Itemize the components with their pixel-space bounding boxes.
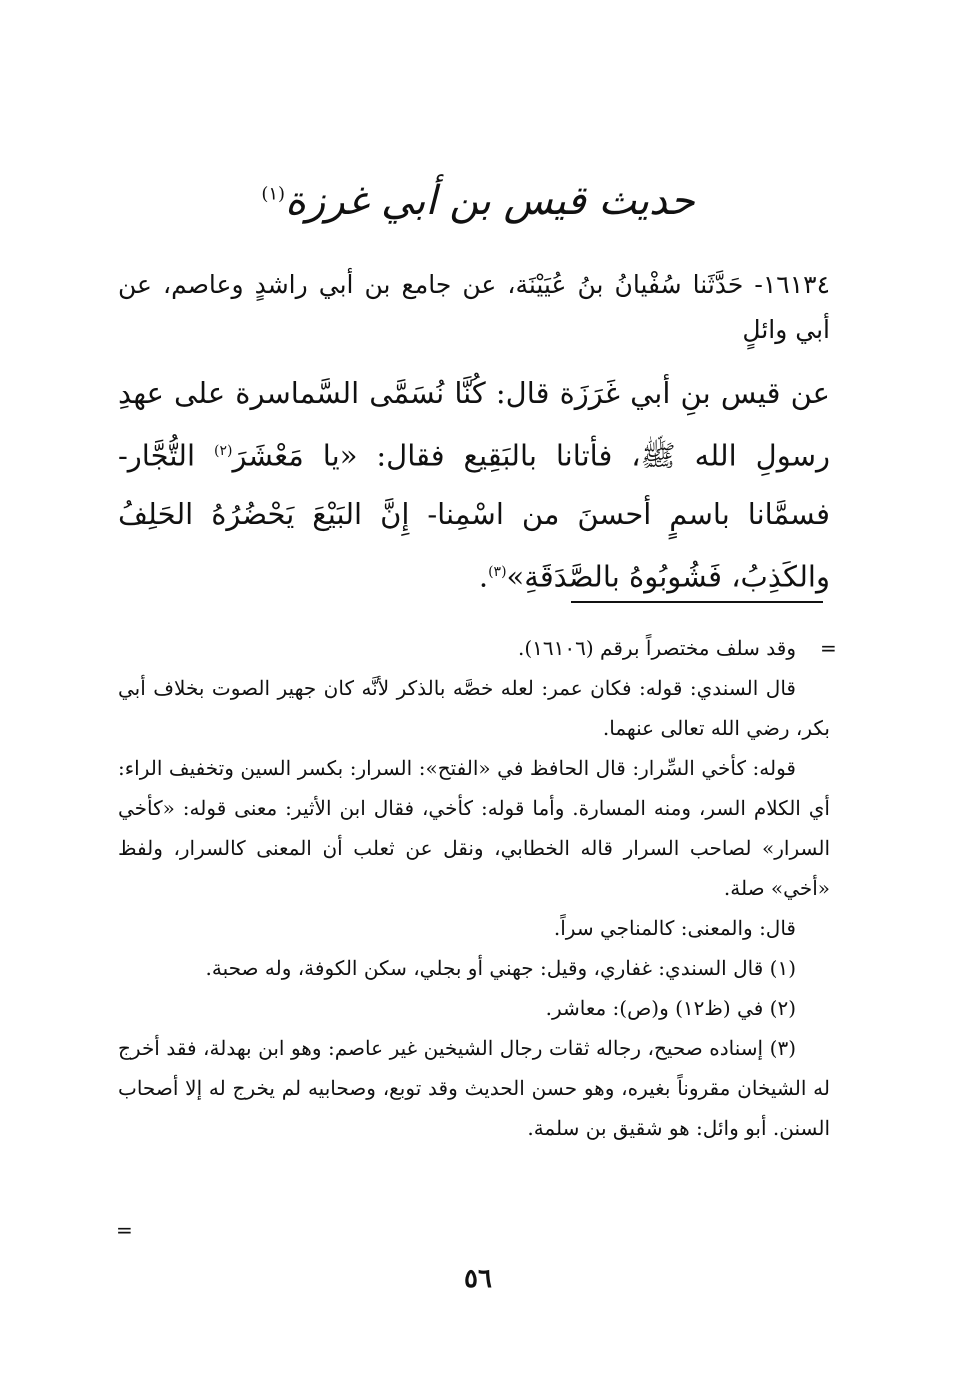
section-title-text: حديث قيس بن أبي غرزة: [285, 178, 695, 224]
matn-footnote-ref-3: (٣): [488, 563, 507, 580]
footnote-sindi-note: قال السندي: قوله: فكان عمر: لعله خصَّه بالذكر لأنَّه كان جهير الصوت بخلاف أبي بكر، رضي الله تعالى عنهما.: [118, 676, 830, 740]
footnote-sirar-note: قوله: كأخي السِّرار: قال الحافظ في «الفتح»: السرار: بكسر السين وتخفيف الراء: أي الكلام السر، ومنه المسارة. وأما قوله: كأخي، فقال ابن الأثير: معنى قوله: «كأخي السرار» لصاحب السرار قاله الخطابي، ونقل عن ثعلب أن المعنى كالسرار، ولفظ «أخي» صلة.: [118, 756, 830, 900]
footnote-1: (١) قال السندي: غفاري، وقيل: جهني أو بجلي، سكن الكوفة، وله صحبة.: [205, 956, 796, 980]
footnotes: [118, 628, 830, 1148]
continuation-mark-top: =: [820, 636, 837, 660]
matn-footnote-ref-2: (٢): [213, 443, 233, 459]
footnote-3: (٣) إسناده صحيح، رجاله ثقات رجال الشيخين غير عاصم: وهو ابن بهدلة، فقد أخرج له الشيخان مقروناً بغيره، وهو حسن الحديث وقد توبع، وصحابيه لم يخرج له إلا أصحاب السنن. أبو وائل: هو شقيق بن سلمة.: [118, 1036, 830, 1140]
footnote-continued: وقد سلف مختصراً برقم (١٦١٠٦).: [518, 636, 796, 660]
section-title: [0, 178, 956, 224]
matn-part-2: التُّجَّار- فسمَّانا باسمٍ أحسنَ من اسْمِنا- إِنَّ البَيْعَ يَحْضُرُهُ الحَلِفُ والكَذِبُ، فَشُوبُوهُ بالصَّدَقَةِ»: [118, 438, 830, 594]
hadith-isnad: ١٦١٣٤- حَدَّثَنا سُفْيانُ بنُ عُيَيْنَة، عن جامع بن أبي راشدٍ وعاصم، عن أبي وائلٍ: [118, 270, 830, 344]
footnote-meaning-note: قال: والمعنى: كالمناجي سراً.: [553, 916, 796, 940]
page-number: ٥٦: [464, 1264, 492, 1294]
footnote-2: (٢) في (ظ١٢) و(ص): معاشر.: [545, 996, 796, 1020]
footnote-divider: [571, 601, 823, 603]
hadith-matn: [118, 364, 830, 605]
matn-part-1: عن قيس بنِ أبي غَرَزَة قال: كُنَّا نُسَمَّى السَّماسرة على عهدِ رسولِ الله ﷺ، فأتانا بالبَقِيع فقال: «يا مَعْشَرَ: [118, 376, 830, 473]
continuation-mark-bottom: =: [116, 1218, 133, 1242]
title-footnote-ref: (١): [261, 183, 286, 205]
matn-end: .: [478, 559, 489, 594]
